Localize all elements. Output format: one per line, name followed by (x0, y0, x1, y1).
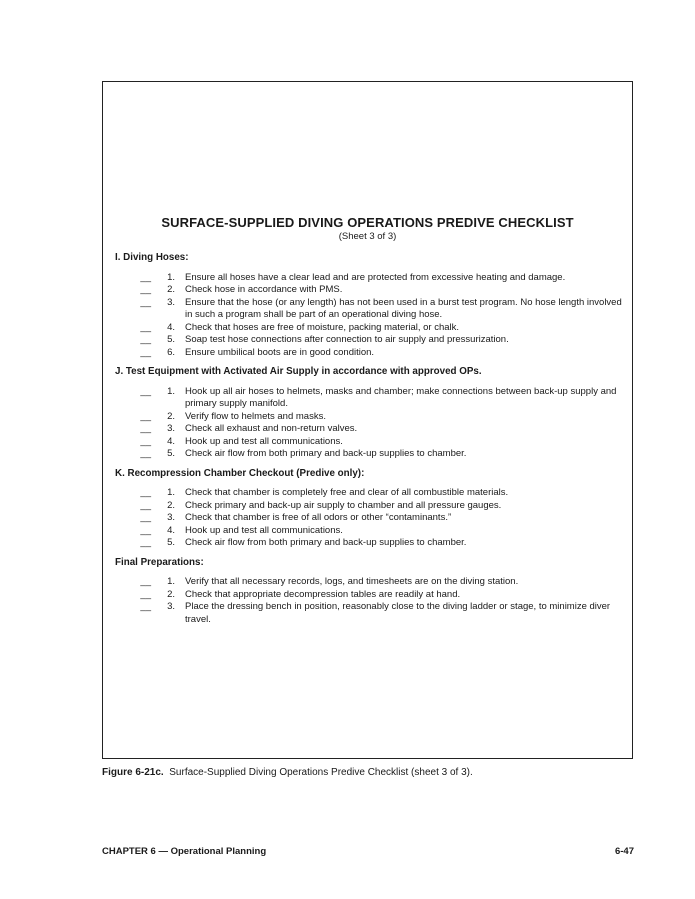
check-blank: __ (140, 435, 151, 447)
checklist-item (115, 386, 625, 411)
item-text: Hook up and test all communications. (185, 524, 343, 536)
footer-chapter: CHAPTER 6 — Operational Planning (102, 846, 267, 857)
item-text: Check that chamber is free of all odors or other “contaminants.” (185, 512, 452, 523)
checklist-item (115, 423, 625, 436)
checklist-section (115, 557, 625, 627)
item-number: 2. (167, 588, 175, 600)
checklist-item (115, 448, 625, 461)
item-text: Ensure that the hose (or any length) has not been used in a burst test program. No hose length involved in such a program shall be part of an operational diving hose. (185, 296, 622, 320)
footer-page-number: 6-47 (614, 846, 634, 857)
item-number: 4. (167, 321, 175, 333)
check-blank: __ (140, 601, 151, 612)
checklist-title: SURFACE-SUPPLIED DIVING OPERATIONS PREDIVE CHECKLIST (161, 215, 574, 230)
figure-caption-text: Surface-Supplied Diving Operations Predive Checklist (sheet 3 of 3). (169, 767, 473, 778)
item-number: 4. (167, 435, 175, 447)
item-number: 2. (167, 499, 175, 511)
check-blank: __ (140, 334, 151, 345)
item-number: 1. (167, 385, 175, 397)
check-blank: __ (140, 423, 151, 434)
item-text: Check all exhaust and non-return valves. (185, 423, 358, 434)
check-blank: __ (140, 588, 151, 600)
item-number: 4. (167, 524, 175, 536)
checklist-sections (115, 252, 625, 633)
item-number: 1. (167, 487, 175, 498)
check-blank: __ (140, 512, 151, 523)
check-blank: __ (140, 410, 151, 422)
item-text: Ensure all hoses have a clear lead and are protected from excessive heating and damage. (185, 271, 566, 283)
checklist-item (115, 525, 625, 538)
checklist-item (115, 487, 625, 500)
check-blank: __ (140, 499, 151, 511)
checklist-section (115, 468, 625, 550)
check-blank: __ (140, 296, 151, 308)
check-blank: __ (140, 576, 151, 587)
section-heading: I. Diving Hoses: (115, 252, 189, 263)
item-number: 3. (167, 601, 175, 612)
item-text: Check that appropriate decompression tables are readily at hand. (185, 588, 461, 600)
item-number: 1. (167, 576, 175, 587)
check-blank: __ (140, 271, 151, 283)
item-text: Ensure umbilical boots are in good condition. (185, 346, 375, 358)
check-blank: __ (140, 385, 151, 397)
check-blank: __ (140, 524, 151, 536)
figure-caption (102, 767, 473, 778)
item-text: Check air flow from both primary and back-up supplies to chamber. (185, 537, 467, 548)
item-number: 5. (167, 537, 175, 548)
check-blank: __ (140, 487, 151, 498)
item-text: Verify that all necessary records, logs, and timesheets are on the diving station. (185, 576, 519, 587)
checklist-item (115, 537, 625, 550)
checklist-item (115, 322, 625, 335)
check-blank: __ (140, 448, 151, 459)
item-text: Check air flow from both primary and back-up supplies to chamber. (185, 448, 467, 459)
item-number: 6. (167, 346, 175, 358)
figure-caption-label: Figure 6-21c. (102, 767, 164, 778)
checklist-item (115, 284, 625, 297)
checklist-item (115, 589, 625, 602)
checklist-item (115, 347, 625, 360)
checklist-item (115, 601, 625, 626)
section-heading: J. Test Equipment with Activated Air Supply in accordance with approved OPs. (115, 366, 482, 377)
item-text: Hook up all air hoses to helmets, masks and chamber; make connections between back-up supply and primary supply manifold. (185, 385, 617, 409)
check-blank: __ (140, 346, 151, 358)
item-text: Check primary and back-up air supply to chamber and all pressure gauges. (185, 499, 502, 511)
item-number: 3. (167, 423, 175, 434)
item-number: 3. (167, 512, 175, 523)
item-number: 5. (167, 334, 175, 345)
checklist-item (115, 576, 625, 589)
item-number: 5. (167, 448, 175, 459)
check-blank: __ (140, 537, 151, 548)
checklist-subtitle: (Sheet 3 of 3) (338, 231, 397, 242)
checklist-item (115, 272, 625, 285)
item-text: Hook up and test all communications. (185, 435, 343, 447)
item-text: Check that hoses are free of moisture, packing material, or chalk. (185, 321, 460, 333)
checklist-item (115, 297, 625, 322)
item-text: Check that chamber is completely free and clear of all combustible materials. (185, 487, 509, 498)
item-number: 1. (167, 271, 175, 283)
checklist-frame (102, 81, 633, 759)
item-number: 2. (167, 410, 175, 422)
section-heading: K. Recompression Chamber Checkout (Predive only): (115, 467, 365, 479)
checklist-item (115, 436, 625, 449)
item-text: Soap test hose connections after connection to air supply and pressurization. (185, 334, 509, 345)
item-number: 2. (167, 284, 175, 295)
item-text: Verify flow to helmets and masks. (185, 410, 326, 422)
checklist-item (115, 334, 625, 347)
item-text: Check hose in accordance with PMS. (185, 284, 343, 295)
checklist-section (115, 252, 625, 359)
check-blank: __ (140, 284, 151, 295)
check-blank: __ (140, 321, 151, 333)
checklist-item (115, 500, 625, 513)
item-text: Place the dressing bench in position, reasonably close to the diving ladder or stage, to minimize diver travel. (185, 601, 611, 625)
item-number: 3. (167, 296, 175, 308)
checklist-section (115, 366, 625, 461)
checklist-item (115, 512, 625, 525)
checklist-item (115, 411, 625, 424)
section-heading: Final Preparations: (115, 556, 204, 568)
